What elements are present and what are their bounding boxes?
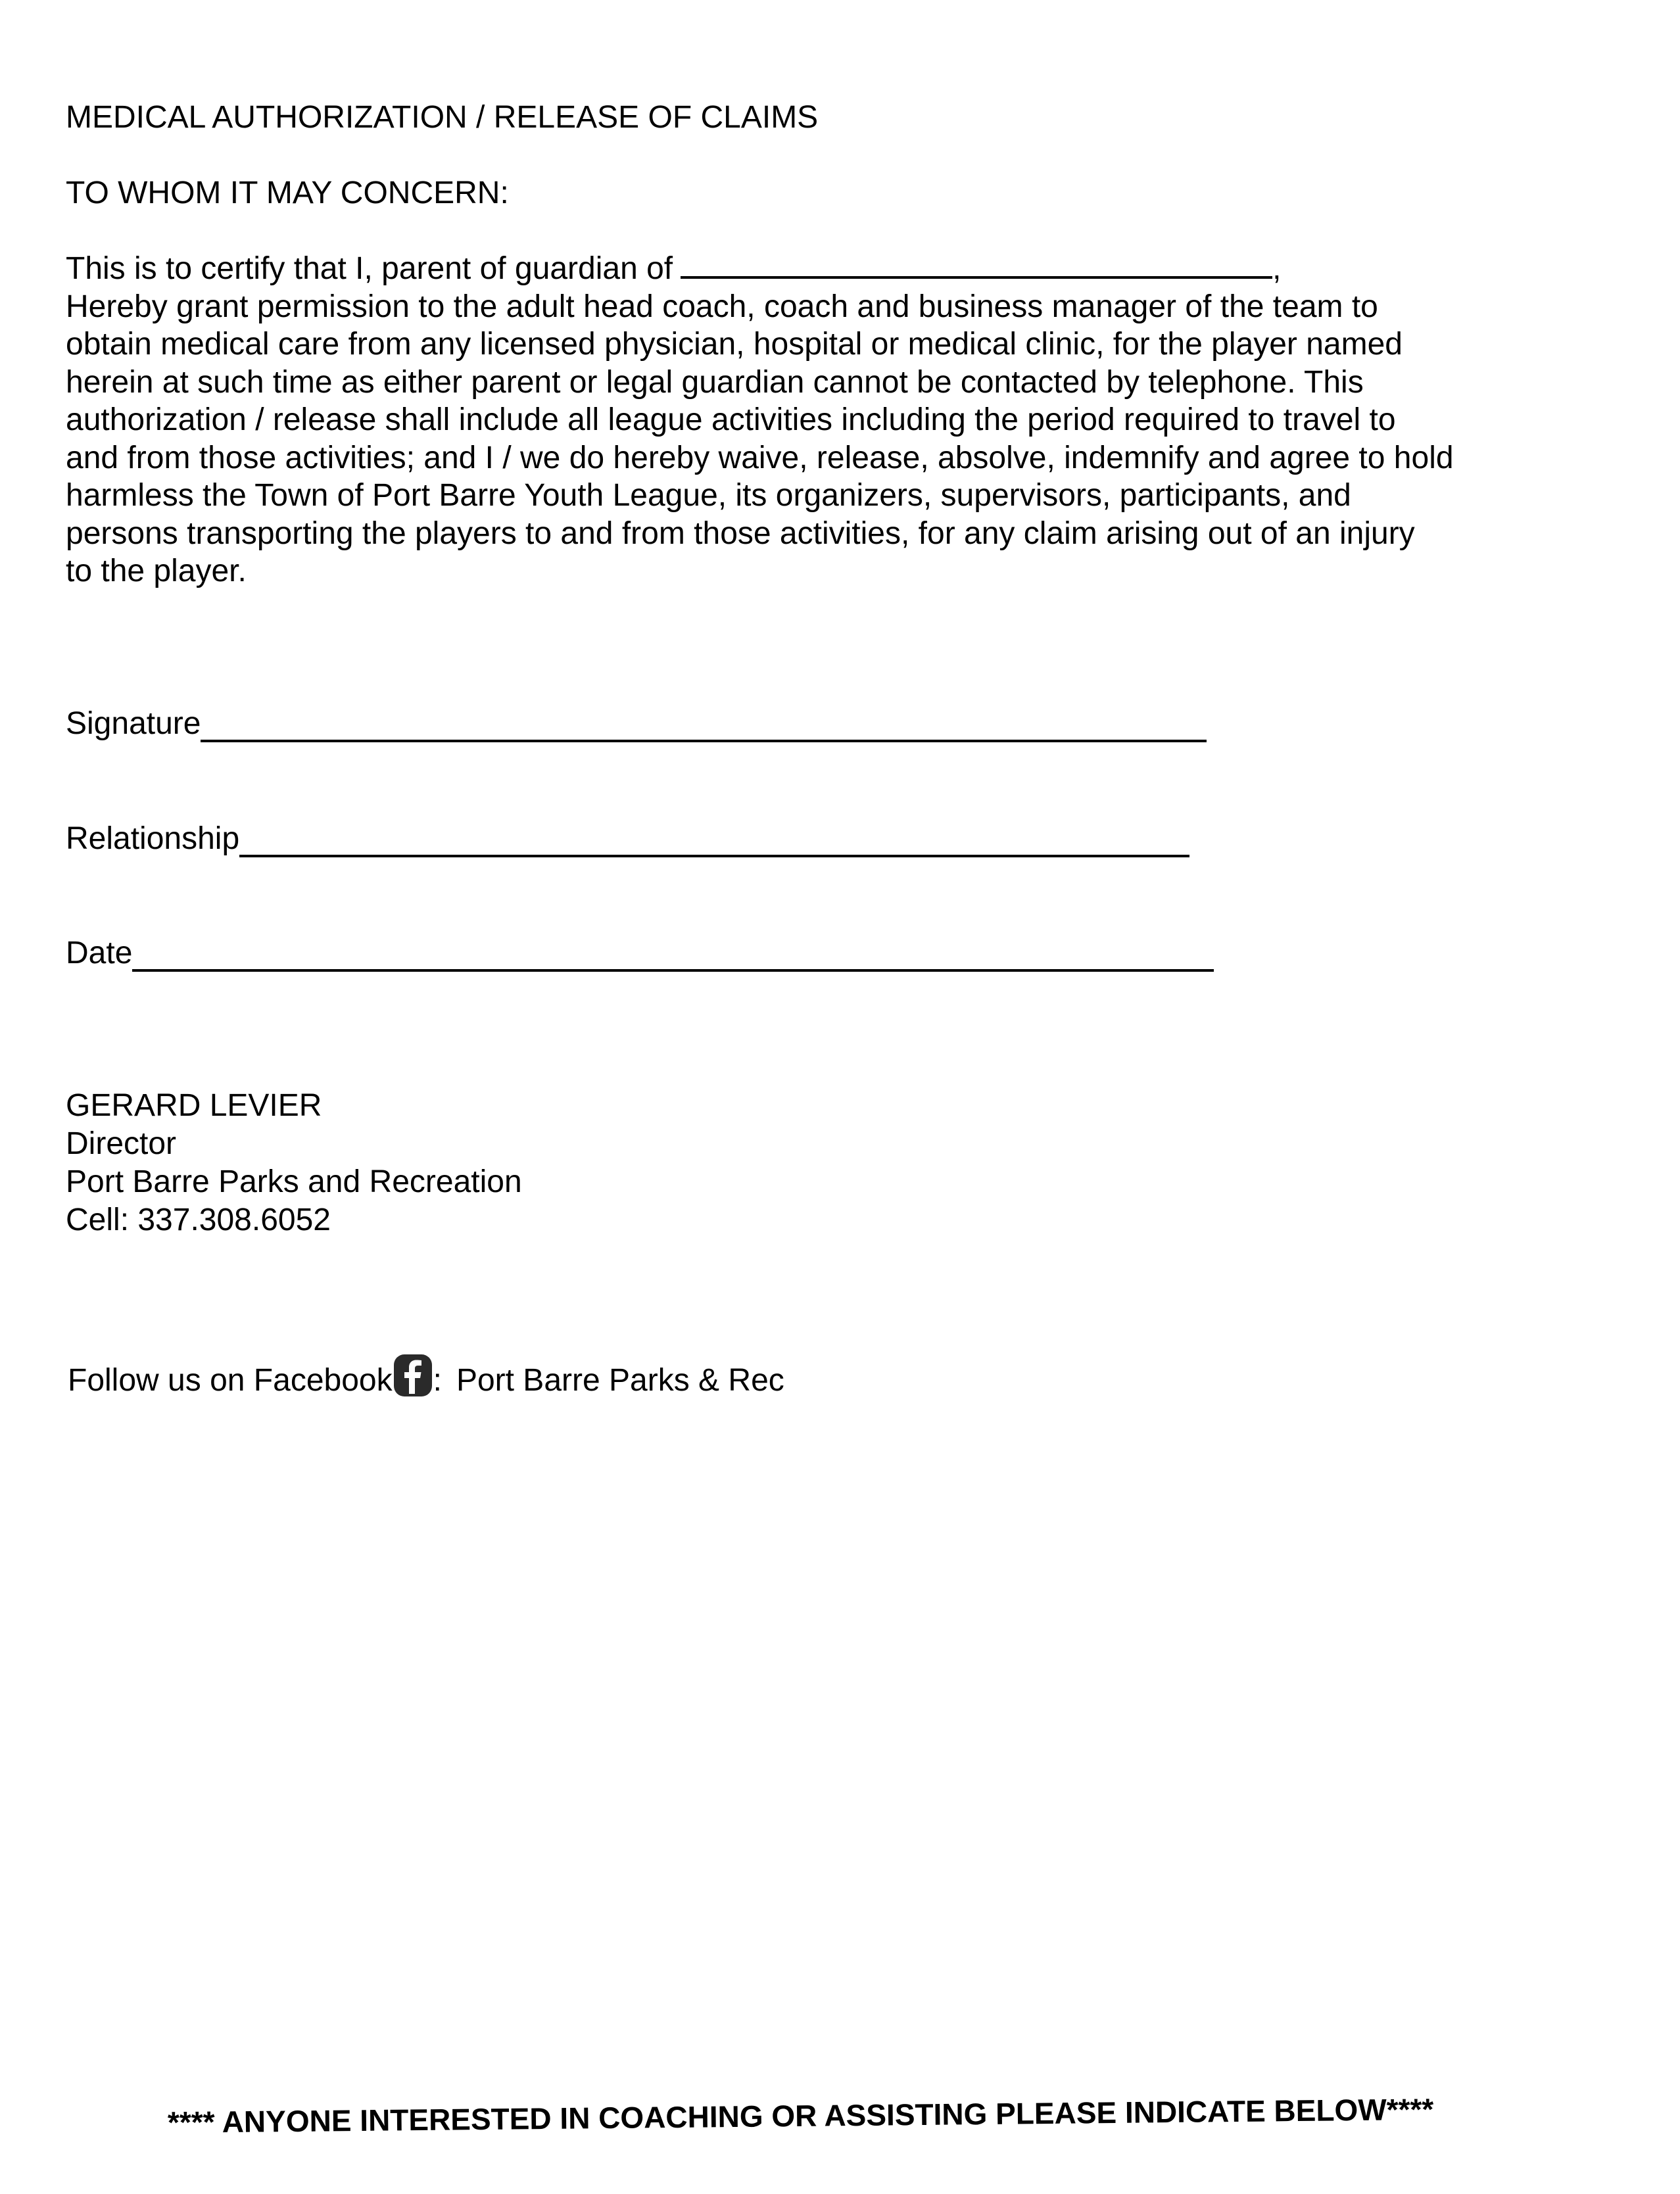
body-line: obtain medical care from any licensed physician, hospital or medical clinic, for the player named [66, 327, 1403, 362]
relationship-label: Relationship [66, 821, 240, 856]
facebook-page-name: Port Barre Parks & Rec [456, 1363, 784, 1398]
authorization-body [66, 249, 1657, 590]
follow-colon: : [433, 1363, 442, 1398]
salutation: TO WHOM IT MAY CONCERN: [66, 176, 509, 210]
body-line: herein at such time as either parent or legal guardian cannot be contacted by telephone. This [66, 364, 1364, 400]
facebook-icon [393, 1353, 433, 1398]
body-line: persons transporting the players to and from those activities, for any claim arising out of an injury [66, 515, 1415, 551]
contact-cell: Cell: 337.308.6052 [66, 1203, 331, 1237]
body-line: and from those activities; and I / we do hereby waive, release, absolve, indemnify and agree to hold [66, 440, 1454, 475]
body-line: to the player. [66, 554, 247, 588]
body-line-1 [66, 249, 1657, 288]
certify-comma: , [1272, 251, 1282, 286]
relationship-row [66, 820, 1189, 857]
signature-field[interactable] [201, 713, 1207, 742]
contact-block [66, 1087, 522, 1239]
relationship-field[interactable] [239, 828, 1189, 857]
date-field[interactable] [132, 943, 1214, 972]
contact-title: Director [66, 1126, 177, 1161]
contact-name: GERARD LEVIER [66, 1088, 322, 1123]
signature-label: Signature [66, 706, 201, 741]
player-name-field[interactable] [681, 249, 1272, 279]
follow-text: Follow us on Facebook [68, 1363, 393, 1398]
body-line: Hereby grant permission to the adult head coach, coach and business manager of the team to [66, 289, 1378, 324]
coaching-notice: **** ANYONE INTERESTED IN COACHING OR ASSISTING PLEASE INDICATE BELOW**** [167, 2091, 1434, 2139]
social-follow [68, 1353, 784, 1399]
body-line: authorization / release shall include all league activities including the period required to travel to [66, 402, 1396, 437]
body-line: harmless the Town of Port Barre Youth League, its organizers, supervisors, participants, and [66, 478, 1351, 513]
certify-text: This is to certify that I, parent of guardian of [66, 251, 673, 286]
document-heading: MEDICAL AUTHORIZATION / RELEASE OF CLAIMS [66, 100, 819, 135]
date-row [66, 934, 1214, 972]
signature-row [66, 705, 1207, 742]
contact-organization: Port Barre Parks and Recreation [66, 1164, 522, 1199]
date-label: Date [66, 936, 133, 970]
